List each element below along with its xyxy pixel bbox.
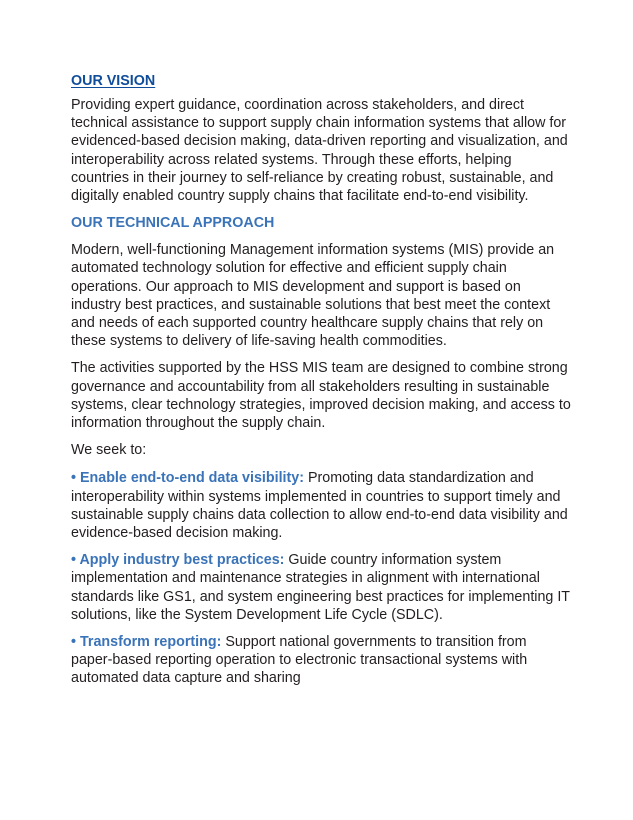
approach-paragraph-mis: Modern, well-functioning Management information systems (MIS) provide an automated technology solution for effective and efficient supply chain operations. Our approach to MIS development and support is based on industry best practices, and sustainable solutions that best meet the context and needs of each supported country healthcare supply chains that rely on these systems to delivery of life-saving health commodities. — [71, 242, 555, 350]
bullet-best-practices — [71, 551, 571, 624]
bullet-text: Support national governments to transition from paper-based reporting operation to electronic transactional systems with automated data capture and sharing — [71, 634, 528, 687]
technical-approach-heading: OUR TECHNICAL APPROACH — [71, 215, 275, 232]
approach-paragraph-activities: The activities supported by the HSS MIS team are designed to combine strong governance and accountability from all stakeholders resulting in sustainable systems, clear technology strategies, improved decision making, and access to information throughout the supply chain. — [71, 360, 571, 432]
bullet-title: • Apply industry best practices: — [71, 552, 285, 569]
seek-intro: We seek to: — [71, 442, 147, 459]
document-page — [71, 72, 571, 697]
bullet-transform-reporting — [71, 633, 571, 688]
bullet-data-visibility — [71, 469, 571, 542]
vision-heading: OUR VISION — [71, 73, 156, 89]
bullet-text: Guide country information system implementation and maintenance strategies in alignment with international standards like GS1, and system engineering best practices for implementing IT solutions, like the System Development Life Cycle (SDLC). — [71, 552, 570, 623]
vision-paragraph: Providing expert guidance, coordination across stakeholders, and direct technical assistance to support supply chain information systems that allow for evidenced-based decision making, data-driven reporting and visualization, and interoperability across related systems. Through these efforts, helping countries in their journey to self-reliance by creating robust, sustainable, and digitally enabled country supply chains that facilitate end-to-end visibility. — [71, 97, 568, 205]
bullet-title: • Transform reporting: — [71, 634, 222, 651]
bullet-title: • Enable end-to-end data visibility: — [71, 470, 304, 487]
bullet-text: Promoting data standardization and interoperability within systems implemented in countries to support timely and sustainable supply chains data collection to allow end-to-end data visibility and evidence-based decision making. — [71, 470, 568, 542]
